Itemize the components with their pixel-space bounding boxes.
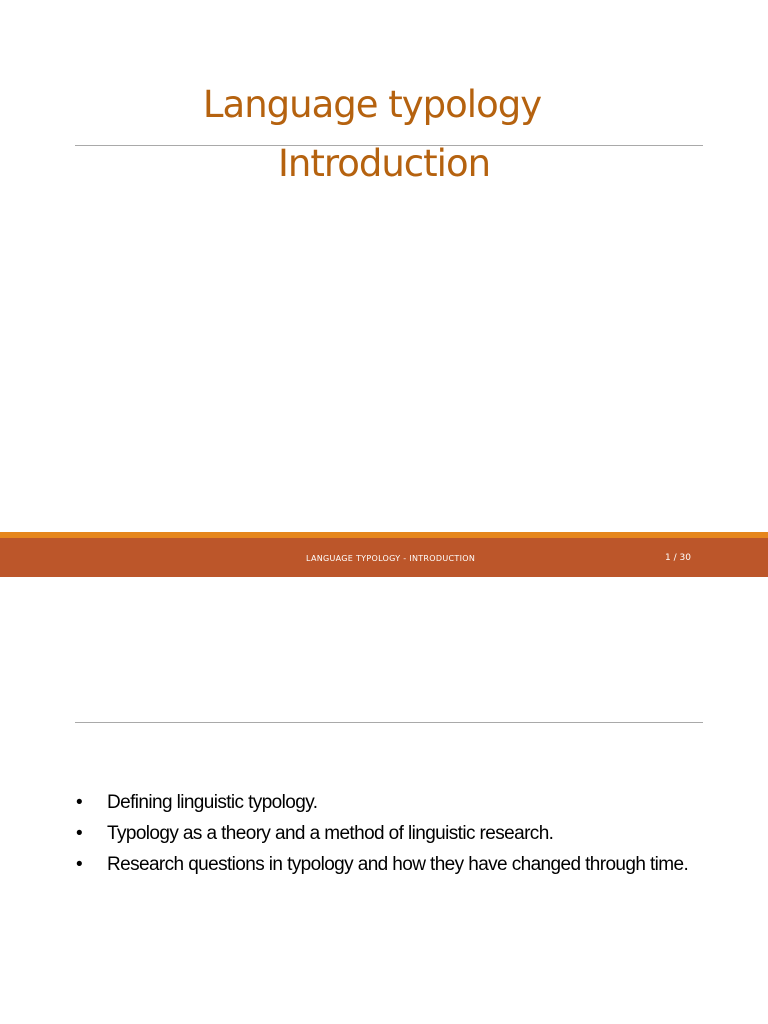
bullet-list [76, 787, 688, 880]
bullet-item [76, 787, 688, 818]
bullet-item [76, 849, 688, 880]
bullet-text: Defining linguistic typology. [107, 792, 318, 813]
bullet-item [76, 818, 688, 849]
slide-title-line-1: Language typology [202, 83, 542, 126]
bullet-marker: • [76, 823, 83, 844]
bullet-text: Typology as a theory and a method of linguistic research. [107, 823, 554, 844]
content-slide [0, 577, 768, 1024]
slide-footer-bar [0, 532, 768, 577]
bullet-marker: • [76, 792, 83, 813]
content-divider [75, 722, 703, 723]
page-number: 1 / 30 [665, 553, 691, 563]
footer-title: LANGUAGE TYPOLOGY - INTRODUCTION [306, 554, 476, 563]
bullet-marker: • [76, 854, 83, 875]
footer-accent-stripe [0, 532, 768, 538]
slide-title-line-2: Introduction [277, 142, 491, 185]
bullet-text: Research questions in typology and how they have changed through time. [107, 854, 689, 875]
